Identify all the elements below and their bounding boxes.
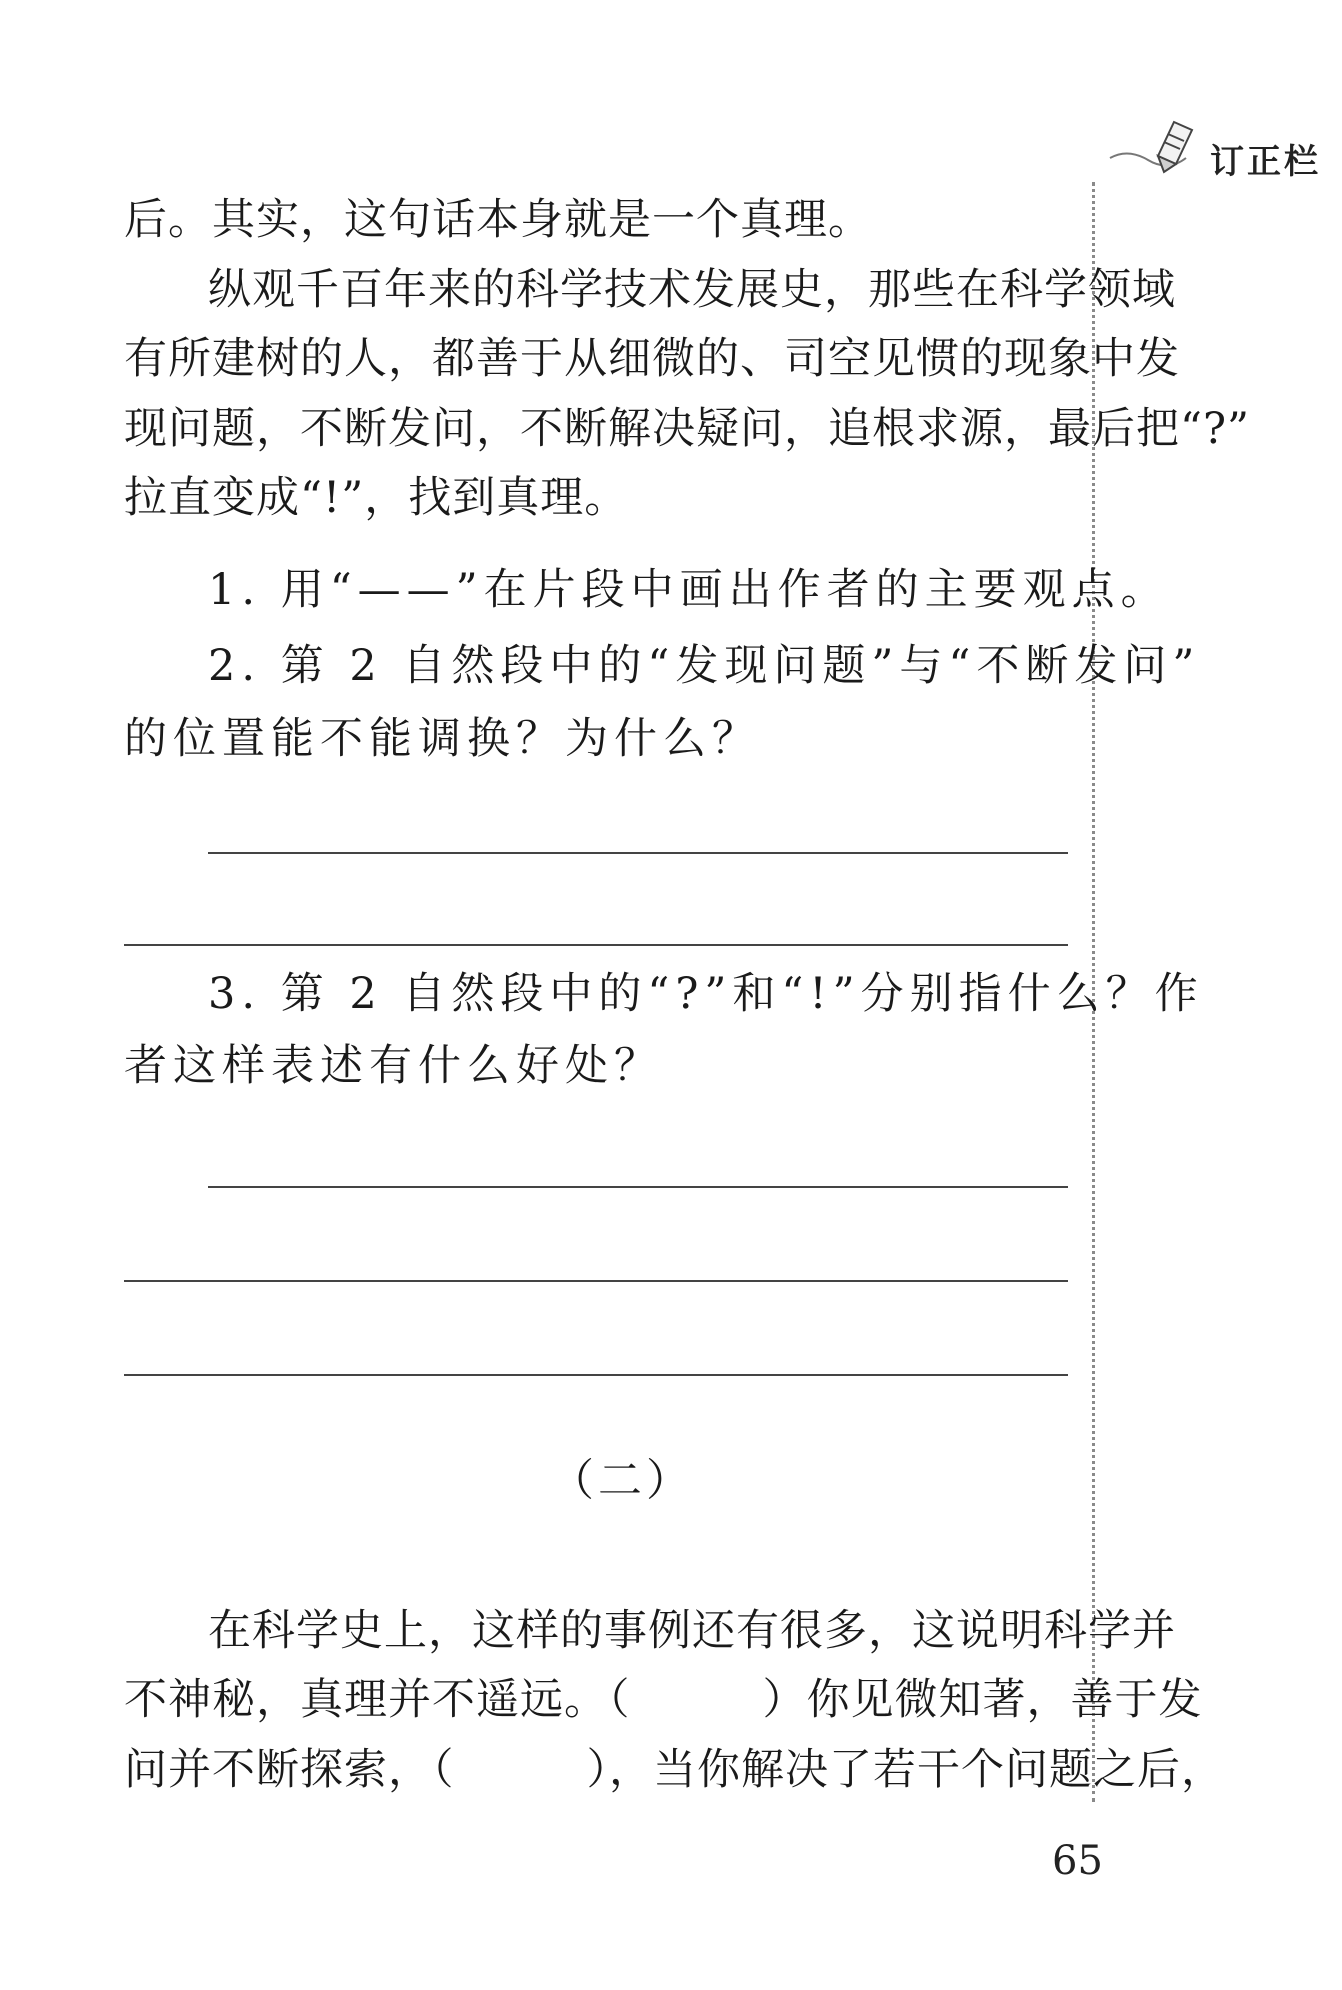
passage-line: 拉直变成“!”，找到真理。 (124, 473, 629, 523)
answer-line[interactable] (208, 1186, 1068, 1188)
answer-line[interactable] (208, 852, 1068, 854)
question-3-line: 3. 第 2 自然段中的“?”和“!”分别指什么？作 (208, 969, 1204, 1019)
page-number: 65 (1052, 1838, 1103, 1884)
question-2-line: 的位置能不能调换？为什么？ (124, 714, 761, 764)
question-2-line: 2. 第 2 自然段中的“发现问题”与“不断发问” (208, 641, 1201, 691)
passage-line: 后。其实，这句话本身就是一个真理。 (124, 195, 872, 245)
question-1: 1. 用“——”在片段中画出作者的主要观点。 (208, 565, 1170, 615)
passage-line: 有所建树的人，都善于从细微的、司空见惯的现象中发 (124, 334, 1180, 384)
answer-line[interactable] (124, 1374, 1068, 1376)
passage-line: 在科学史上，这样的事例还有很多，这说明科学并 (208, 1606, 1176, 1656)
pencil-icon (1108, 118, 1208, 178)
question-3-line: 者这样表述有什么好处？ (124, 1041, 663, 1091)
answer-line[interactable] (124, 1280, 1068, 1282)
correction-column-header (1108, 118, 1334, 182)
answer-line[interactable] (124, 944, 1068, 946)
passage-line: 现问题，不断发问，不断解决疑问，追根求源，最后把“?” (124, 404, 1251, 454)
passage-line: 问并不断探索，（ ），当你解决了若干个问题之后， (124, 1745, 1225, 1795)
passage-line: 纵观千百年来的科学技术发展史，那些在科学领域 (208, 265, 1176, 315)
section-two-title: （二） (550, 1455, 694, 1506)
correction-column-label: 订正栏 (1210, 142, 1321, 182)
passage-line: 不神秘，真理并不遥远。（ ）你见微知著，善于发 (124, 1675, 1203, 1725)
